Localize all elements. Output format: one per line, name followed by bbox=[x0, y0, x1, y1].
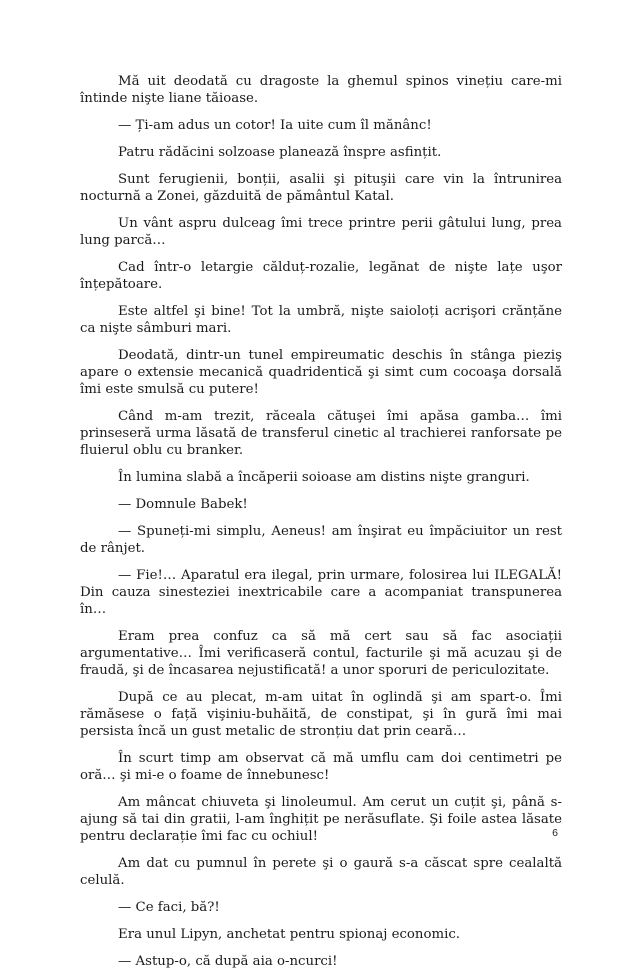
paragraph: Sunt ferugienii, bonții, asalii şi pituşii care vin la întrunirea nocturnă a Zonei, găzduită de pământul Katal. bbox=[80, 172, 562, 204]
paragraph: Este altfel şi bine! Tot la umbră, nişte saioloți acrişori crănțăne ca nişte sâmburi mari. bbox=[80, 304, 562, 336]
paragraph: Cad într-o letargie călduț-rozalie, legănat de nişte lațe uşor înțepătoare. bbox=[80, 260, 562, 292]
paragraph: — Fie!… Aparatul era ilegal, prin urmare, folosirea lui ILEGALĂ! Din cauza sinesteziei inextricabile care a acompaniat transpunerea în… bbox=[80, 568, 562, 617]
paragraph: — Spuneți-mi simplu, Aeneus! am înşirat eu împăciuitor un rest de rânjet. bbox=[80, 524, 562, 556]
paragraph: — Ți-am adus un cotor! Ia uite cum îl mănânc! bbox=[118, 118, 432, 133]
document-page bbox=[80, 73, 562, 980]
paragraph: Mă uit deodată cu dragoste la ghemul spinos vinețiu care-mi întinde nişte liane tăioase. bbox=[80, 74, 562, 106]
paragraph: În lumina slabă a încăperii soioase am distins nişte granguri. bbox=[118, 470, 530, 485]
paragraph: Era unul Lipyn, anchetat pentru spionaj economic. bbox=[118, 927, 461, 942]
paragraph: Deodată, dintr-un tunel empireumatic deschis în stânga pieziş apare o extensie mecanică quadridentică şi simt cum cocoaşa dorsală îmi este smulsă cu putere! bbox=[80, 348, 562, 397]
paragraph: Un vânt aspru dulceag îmi trece printre perii gâtului lung, prea lung parcă… bbox=[80, 216, 562, 248]
paragraph: Când m-am trezit, răceala cătuşei îmi apăsa gamba… îmi prinseseră urma lăsată de transferul cinetic al trachierei ranforsate pe fluierul oblu cu branker. bbox=[80, 409, 562, 458]
paragraph: Patru rădăcini solzoase planează înspre asfințit. bbox=[118, 145, 442, 160]
paragraph: — Domnule Babek! bbox=[118, 497, 248, 512]
paragraph: Eram prea confuz ca să mă cert sau să fac asociații argumentative… Îmi verificaseră contul, facturile şi mă acuzau şi de fraudă, şi de încasarea nejustificată! a unor sporuri de periculozitate. bbox=[80, 629, 562, 678]
paragraph: Am mâncat chiuveta şi linoleumul. Am cerut un cuțit şi, până s-ajung să tai din gratii, l-am înghițit pe nerăsuflate. Şi foile astea lăsate pentru declarație îmi fac cu ochiul! bbox=[80, 795, 562, 844]
page-number: 6 bbox=[552, 827, 558, 839]
paragraph: Am dat cu pumnul în perete şi o gaură s-a căscat spre cealaltă celulă. bbox=[80, 856, 562, 888]
paragraph: După ce au plecat, m-am uitat în oglindă şi am spart-o. Îmi rămăsese o față vişiniu-buhăită, de constipat, şi în gură îmi mai persista încă un gust metalic de stronțiu dat prin ceară… bbox=[80, 690, 562, 739]
paragraph: În scurt timp am observat că mă umflu cam doi centimetri pe oră… şi mi-e o foame de înnebunesc! bbox=[80, 751, 562, 783]
paragraph: — Astup-o, că după aia o-ncurci! bbox=[118, 954, 338, 969]
paragraph: — Ce faci, bă?! bbox=[118, 900, 220, 915]
